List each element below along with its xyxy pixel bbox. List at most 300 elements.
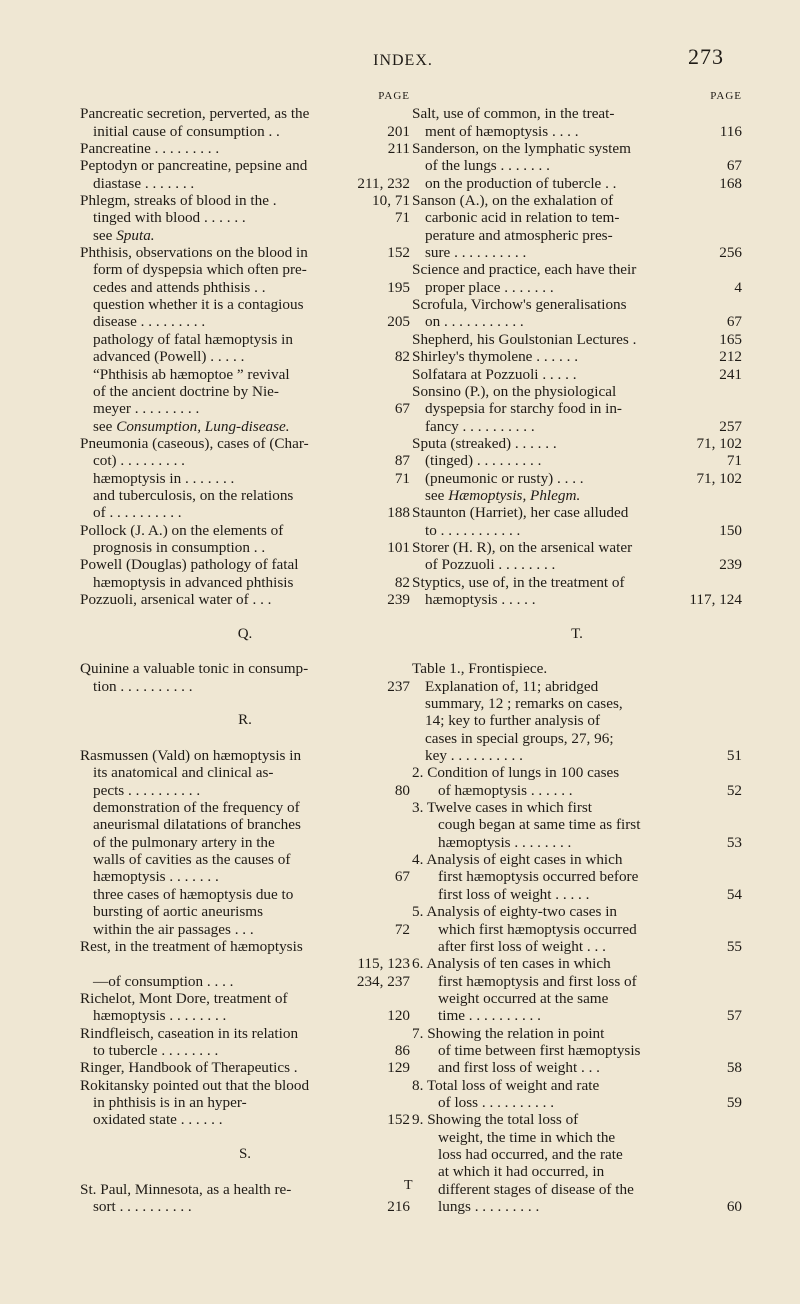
entry-text: Explanation of, 11; abridged [425,677,599,695]
index-entry-line [80,313,410,330]
entry-text: initial cause of consumption . . [93,122,280,140]
index-entry-line [412,400,742,417]
entry-text: meyer . . . . . . . . . [93,400,200,418]
index-entry-line [80,1025,410,1042]
spacer [80,608,410,625]
entry-text: Pneumonia (caseous), cases of (Char- [80,434,309,452]
page-reference: 211, 232 [357,174,410,192]
page-reference: 115, 123 [357,955,410,973]
page-reference: 72 [394,920,410,938]
index-entry-line [412,660,742,677]
spacer [412,643,742,660]
entry-text: —of consumption . . . . [93,972,234,990]
index-entry-line [80,261,410,278]
entry-text: weight, the time in which the [438,1128,616,1146]
index-entry-line [80,452,410,469]
entry-text: 14; key to further analysis of [425,712,601,730]
entry-text: sort . . . . . . . . . . [93,1198,192,1215]
index-entry-line [412,782,742,799]
entry-text: different stages of disease of the [438,1180,634,1198]
entry-text: Solfatara at Pozzuoli . . . . . [412,365,577,383]
page-reference: 4 [734,278,742,296]
index-entry-line [412,1025,742,1042]
index-entry-line [412,418,742,435]
page-column-header: PAGE [710,90,742,102]
index-entry-line [80,435,410,452]
entry-text: carbonic acid in relation to tem- [425,209,620,227]
entry-text: ment of hæmoptysis . . . . [425,122,579,140]
section-letter: S. [238,1145,252,1162]
entry-text: Sputa (streaked) . . . . . . [412,434,557,452]
page-reference: 117, 124 [689,590,742,608]
page-reference: 150 [719,521,742,539]
entry-text: see Sputa. [93,226,155,244]
section-letter: Q. [237,625,253,642]
index-entry-line [80,1111,410,1128]
entry-text: proper place . . . . . . . [425,278,554,296]
index-entry-line [80,747,410,764]
page-reference: 58 [726,1059,742,1077]
entry-text: to . . . . . . . . . . . [425,521,521,539]
entry-text: Peptodyn or pancreatine, pepsine and [80,157,308,175]
entry-text: hæmoptysis . . . . . [425,590,536,608]
index-entry-line [412,973,742,990]
entry-text: fancy . . . . . . . . . . [425,417,535,435]
entry-text: Salt, use of common, in the treat- [412,105,615,123]
page-reference: 188 [387,504,410,522]
index-entry-line [80,331,410,348]
index-entry-line [412,227,742,244]
page-reference: 201 [387,122,410,140]
index-entry-line [80,418,410,435]
entry-text: disease . . . . . . . . . [93,313,206,331]
right-index-column [412,88,742,1215]
index-entry-line [80,383,410,400]
index-entry-line [412,834,742,851]
index-entry-line [80,157,410,174]
entry-text: Quinine a valuable tonic in consump- [80,660,309,678]
entry-text: see Hæmoptysis, Phlegm. [425,486,581,504]
entry-text: Rindfleisch, caseation in its relation [80,1024,299,1042]
entry-text: walls of cavities as the causes of [93,851,291,869]
page-reference: 239 [719,556,742,574]
index-entry-line [412,1129,742,1146]
index-entry-line [80,973,410,990]
index-entry-line [80,799,410,816]
page-reference: 216 [387,1198,410,1215]
entry-text: on the production of tubercle . . [425,174,617,192]
entry-text: Styptics, use of, in the treatment of [412,573,625,591]
entry-text: Pollock (J. A.) on the elements of [80,521,284,539]
entry-text: aneurismal dilatations of branches [93,816,301,834]
page-reference: 67 [394,400,410,418]
entry-text: Sanderson, on the lymphatic system [412,140,631,158]
page-reference: 55 [726,937,742,955]
index-entry-line [412,1146,742,1163]
page-reference: 71 [394,209,410,227]
page-reference: 257 [719,417,742,435]
index-entry-line [80,574,410,591]
index-entry-line [80,1181,410,1198]
index-entry-line [412,799,742,816]
entry-text: 9. Showing the total loss of [412,1111,579,1129]
page-reference: 71 [726,452,742,470]
entry-text: tion . . . . . . . . . . [93,677,193,695]
index-entry-line [412,366,742,383]
entry-text: Rokitansky pointed out that the blood [80,1076,310,1094]
index-entry-line [80,487,410,504]
index-entry-line [412,1094,742,1111]
page-reference: 239 [387,590,410,608]
entry-text: dyspepsia for starchy food in in- [425,400,622,418]
entry-text: Storer (H. R), on the arsenical water [412,538,633,556]
index-entry-line [80,1198,410,1215]
page-reference: 211 [387,140,410,158]
entry-text: advanced (Powell) . . . . . [93,348,245,366]
index-entry-line [80,296,410,313]
page-reference: 59 [726,1093,742,1111]
index-entry-line [412,522,742,539]
index-entry-line [412,695,742,712]
entry-text: Table 1., Frontispiece. [412,660,548,678]
index-entry-line [412,296,742,313]
index-entry-line [80,1059,410,1076]
entry-text: see Consumption, Lung-disease. [93,417,290,435]
page-reference: 120 [387,1007,410,1025]
index-entry-line [412,487,742,504]
page-reference: 168 [719,174,742,192]
index-entry-line [412,764,742,781]
entry-text: 2. Condition of lungs in 100 cases [412,764,620,782]
page-reference: 82 [394,573,410,591]
entry-text: of the lungs . . . . . . . [425,157,550,175]
index-entry-line [80,400,410,417]
index-entry-line [412,868,742,885]
entry-text: of hæmoptysis . . . . . . [438,781,573,799]
index-entry-line [412,140,742,157]
entry-text: and first loss of weight . . . [438,1059,600,1077]
index-entry-line [412,192,742,209]
entry-text: hæmoptysis . . . . . . . [93,868,219,886]
entry-text: Phlegm, streaks of blood in the . [80,192,277,210]
entry-text: pects . . . . . . . . . . [93,781,201,799]
entry-text: Phthisis, observations on the blood in [80,244,308,262]
entry-text: Powell (Douglas) pathology of fatal [80,556,299,574]
page-reference: 82 [394,348,410,366]
entry-text: question whether it is a contagious [93,296,304,314]
entry-text: 5. Analysis of eighty-two cases in [412,903,618,921]
index-entry-line [80,660,410,677]
entry-text: 4. Analysis of eight cases in which [412,851,623,869]
entry-text: hæmoptysis in advanced phthisis [93,573,294,591]
index-entry-line [412,452,742,469]
entry-text: Sanson (A.), on the exhalation of [412,192,614,210]
index-entry-line [80,1007,410,1024]
index-entry-line [412,1163,742,1180]
page-reference: 52 [726,781,742,799]
entry-text: perature and atmospheric pres- [425,226,613,244]
page-reference: 87 [394,452,410,470]
spacer [80,1163,410,1180]
index-entry-line [412,105,742,122]
index-entry-line [80,539,410,556]
entry-text: first hæmoptysis occurred before [438,868,639,886]
entry-text: in phthisis is in an hyper- [93,1093,247,1111]
page-reference: 234, 237 [356,972,410,990]
page-reference: 212 [719,348,742,366]
index-entry-line [412,591,742,608]
section-letter: T. [571,625,583,642]
entry-text: of Pozzuoli . . . . . . . . [425,556,556,574]
entry-text: “Phthisis ab hæmoptoe ” revival [93,365,290,383]
entry-text: sure . . . . . . . . . . [425,244,527,262]
index-entry-line [80,366,410,383]
entry-text: its anatomical and clinical as- [93,764,274,782]
entry-text: Pancreatine . . . . . . . . . [80,140,220,158]
spacer [80,643,410,660]
index-entry-line [412,1198,742,1215]
entry-text: three cases of hæmoptysis due to [93,885,294,903]
entry-text: Pozzuoli, arsenical water of . . . [80,590,272,608]
index-entry-line [412,348,742,365]
index-entry-line [412,990,742,1007]
index-entry-line [80,123,410,140]
entry-text: Scrofula, Virchow's generalisations [412,296,627,314]
entry-text: to tubercle . . . . . . . . [93,1041,219,1059]
index-entry-line [80,782,410,799]
entry-text: hæmoptysis in . . . . . . . [93,469,235,487]
index-entry-line [412,851,742,868]
index-entry-line [80,938,410,955]
index-entry-line [80,244,410,261]
index-entry-line [80,921,410,938]
index-entry-line [412,383,742,400]
index-entry-line [412,747,742,764]
index-entry-line [80,678,410,695]
page-reference: 237 [387,677,410,695]
index-entry-line [412,886,742,903]
index-entry-line [412,435,742,452]
index-entry-line [412,209,742,226]
entry-text: lungs . . . . . . . . . [438,1198,540,1215]
page-reference: 10, 71 [372,192,410,210]
index-entry-line [412,261,742,278]
index-entry-line [80,764,410,781]
entry-text: of time between first hæmoptysis [438,1041,641,1059]
page-reference: 67 [726,313,742,331]
entry-text: tinged with blood . . . . . . [93,209,246,227]
index-entry-line [412,816,742,833]
page-reference: 86 [394,1041,410,1059]
page-reference: 53 [726,833,742,851]
entry-text: on . . . . . . . . . . . [425,313,524,331]
entry-text: hæmoptysis . . . . . . . . [93,1007,227,1025]
index-entry-line [80,955,410,972]
entry-text: first loss of weight . . . . . [438,885,590,903]
entry-text: 7. Showing the relation in point [412,1024,605,1042]
index-entry-line [80,886,410,903]
entry-text: of . . . . . . . . . . [93,504,182,522]
index-entry-line [80,470,410,487]
entry-text: summary, 12 ; remarks on cases, [425,695,623,713]
index-entry-line [412,175,742,192]
index-entry-line [80,1042,410,1059]
entry-text: at which it had occurred, in [438,1163,605,1181]
entry-text: Sonsino (P.), on the physiological [412,382,617,400]
page-reference: 129 [387,1059,410,1077]
left-index-column [80,88,410,1215]
index-entry-line [412,1059,742,1076]
index-entry-line [80,903,410,920]
signature-mark: T [404,1178,413,1193]
entry-text: key . . . . . . . . . . [425,747,523,765]
index-entry-line [412,1111,742,1128]
entry-text: of the pulmonary artery in the [93,833,275,851]
index-entry-line [80,140,410,157]
entry-text: 6. Analysis of ten cases in which [412,955,611,973]
index-entry-line [80,1094,410,1111]
entry-text: Shirley's thymolene . . . . . . [412,348,578,366]
index-entry-line [412,470,742,487]
entry-text: cases in special groups, 27, 96; [425,729,614,747]
entry-text: within the air passages . . . [93,920,254,938]
entry-text: Staunton (Harriet), her case alluded [412,504,629,522]
entry-text: loss had occurred, and the rate [438,1145,623,1163]
index-entry-line [80,175,410,192]
index-entry-line [80,279,410,296]
page-reference: 152 [387,1111,410,1129]
page-reference: 67 [394,868,410,886]
page-reference: 101 [387,538,410,556]
entry-text: 3. Twelve cases in which first [412,799,593,817]
entry-text: of the ancient doctrine by Nie- [93,382,279,400]
entry-text: Ringer, Handbook of Therapeutics . [80,1059,298,1077]
entry-text: after first loss of weight . . . [438,937,606,955]
index-entry-line [80,990,410,1007]
index-entry-line [80,522,410,539]
spacer [80,730,410,747]
spacer [412,608,742,625]
entry-text: cough began at same time as first [438,816,641,834]
entry-text: demonstration of the frequency of [93,799,300,817]
index-entry-line [412,1181,742,1198]
index-entry-line [412,556,742,573]
index-entry-line [80,227,410,244]
page-number: 273 [688,44,724,69]
index-entry-line [80,816,410,833]
index-entry-line [412,1042,742,1059]
page-reference: 60 [726,1198,742,1215]
entry-text: which first hæmoptysis occurred [438,920,637,938]
page-reference: 256 [719,244,742,262]
index-entry-line [412,921,742,938]
entry-text: diastase . . . . . . . [93,174,195,192]
index-entry-line [412,123,742,140]
index-entry-line [80,834,410,851]
entry-text: first hæmoptysis and first loss of [438,972,637,990]
index-entry-line [412,712,742,729]
index-entry-line [80,105,410,122]
entry-text: Rasmussen (Vald) on hæmoptysis in [80,747,302,765]
entry-text: and tuberculosis, on the relations [93,486,294,504]
spacer [80,1129,410,1146]
entry-text: St. Paul, Minnesota, as a health re- [80,1180,292,1198]
index-entry-line [412,504,742,521]
page-reference: 116 [719,122,742,140]
index-entry-line [412,730,742,747]
entry-text: cedes and attends phthisis . . [93,278,266,296]
page-reference: 80 [394,781,410,799]
index-entry-line [80,591,410,608]
page-reference: 71 [394,469,410,487]
page-reference: 51 [726,747,742,765]
entry-text: (tinged) . . . . . . . . . [425,452,542,470]
page-column-header: PAGE [378,90,410,102]
entry-text: time . . . . . . . . . . [438,1007,541,1025]
page-reference: 195 [387,278,410,296]
running-head: INDEX. [373,52,433,69]
entry-text: 8. Total loss of weight and rate [412,1076,600,1094]
index-entry-line [412,678,742,695]
entry-text: Richelot, Mont Dore, treatment of [80,989,288,1007]
index-entry-line [80,504,410,521]
entry-text: oxidated state . . . . . . [93,1111,223,1129]
entry-text: weight occurred at the same [438,989,609,1007]
entry-text: (pneumonic or rusty) . . . . [425,469,584,487]
entry-text: Rest, in the treatment of hæmoptysis [80,937,303,955]
entry-text: pathology of fatal hæmoptysis in [93,330,293,348]
page-reference: 71, 102 [696,434,742,452]
entry-text: Shepherd, his Goulstonian Lectures . [412,330,637,348]
index-entry-line [412,574,742,591]
page-reference: 57 [726,1007,742,1025]
index-entry-line [80,851,410,868]
entry-text: Science and practice, each have their [412,261,637,279]
index-entry-line [80,209,410,226]
index-entry-line [80,1077,410,1094]
index-entry-line [412,331,742,348]
index-entry-line [412,279,742,296]
index-entry-line [412,539,742,556]
page-reference: 165 [719,330,742,348]
entry-text: prognosis in consumption . . [93,538,266,556]
index-entry-line [412,1077,742,1094]
index-entry-line [80,868,410,885]
index-entry-line [412,1007,742,1024]
page-reference: 205 [387,313,410,331]
index-entry-line [412,903,742,920]
index-entry-line [412,157,742,174]
entry-text: of loss . . . . . . . . . . [438,1093,555,1111]
entry-text: hæmoptysis . . . . . . . . [438,833,572,851]
entry-text: Pancreatic secretion, perverted, as the [80,105,310,123]
index-entry-line [412,938,742,955]
index-entry-line [412,313,742,330]
entry-text: form of dyspepsia which often pre- [93,261,307,279]
page-reference: 152 [387,244,410,262]
index-entry-line [80,348,410,365]
spacer [80,695,410,712]
section-letter: R. [238,712,252,729]
entry-text: cot) . . . . . . . . . [93,452,185,470]
page-reference: 54 [726,885,742,903]
page-reference: 67 [726,157,742,175]
index-entry-line [412,955,742,972]
index-entry-line [412,244,742,261]
index-entry-line [80,556,410,573]
page-reference: 241 [719,365,742,383]
index-entry-line [80,192,410,209]
